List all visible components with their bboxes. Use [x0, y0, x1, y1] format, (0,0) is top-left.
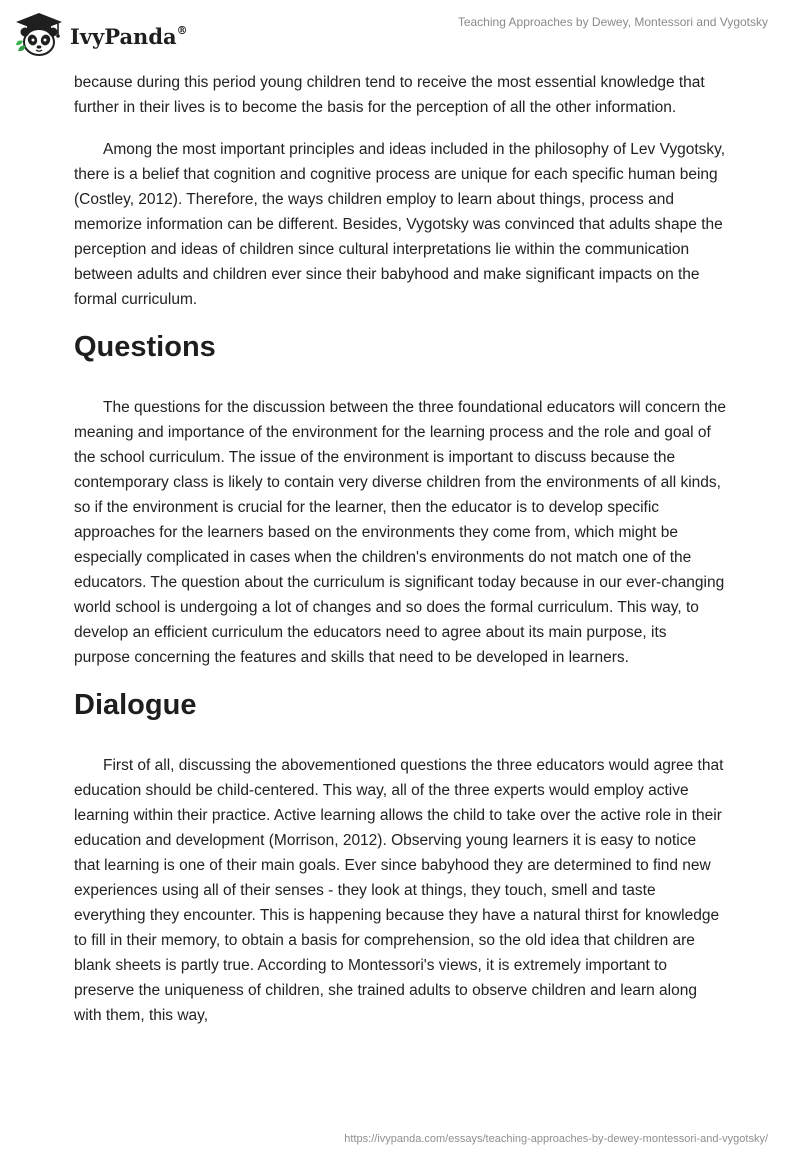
logo-wordmark: IvyPanda®: [70, 23, 188, 49]
paragraph-questions: The questions for the discussion between the three foundational educators will concern the meaning and importance of the environment for the learning process and the role and goal of the school curriculum. The issue of the environment is important to discuss because the contemporary class is likely to contain very diverse children from the environments of all kinds, so if the environment is crucial for the learner, then the educator is to develop specific approaches for the learners based on the environments they come from, which might be especially complicated in cases when the children's environments do not match one of the educators. The question about the curriculum is significant today because in our ever-changing world school is undergoing a lot of changes and so does the formal curriculum. This way, to develop an efficient curriculum the educators need to agree about its main purpose, its purpose concerning the features and skills that need to be developed in learners.: [74, 399, 726, 666]
ivypanda-logo[interactable]: [14, 8, 194, 60]
source-url-link[interactable]: https://ivypanda.com/essays/teaching-approaches-by-dewey-montessori-and-vygotsky/: [344, 1133, 768, 1145]
essay-content: [74, 70, 726, 1028]
panda-graduation-cap-icon: [14, 11, 64, 57]
paragraph-vygotsky: Among the most important principles and ideas included in the philosophy of Lev Vygotsky, there is a belief that cognition and cognitive process are unique for each specific human being (Costley, 2012). Therefore, the ways children employ to learn about things, process and memorize information can be different. Besides, Vygotsky was convinced that adults shape the perception and ideas of children since cultural interpretations lie within the communication between adults and children ever since their babyhood and make significant impacts on the formal curriculum.: [74, 141, 726, 308]
page-header: [0, 0, 800, 70]
document-title: Teaching Approaches by Dewey, Montessori and Vygotsky: [457, 15, 768, 29]
paragraph-dialogue: First of all, discussing the abovementioned questions the three educators would agree that education should be child-centered. This way, all of the three experts would employ active learning within their practice. Active learning allows the child to take over the active role in their education and development (Morrison, 2012). Observing young learners it is easy to notice that learning is one of their main goals. Ever since babyhood they are determined to find new experiences using all of their senses - they look at things, they touch, smell and taste everything they encounter. This is happening because they have a natural thirst for knowledge to fill in their memory, to obtain a basis for comprehension, so the old idea that children are blank sheets is partly true. According to Montessori's views, it is extremely important to preserve the uniqueness of children, she trained adults to observe children and learn along with them, this way,: [74, 757, 724, 1024]
section-heading-questions: Questions: [74, 331, 216, 363]
section-heading-dialogue: Dialogue: [74, 689, 197, 721]
paragraph-continuation: because during this period young children tend to receive the most essential knowledge that further in their lives is to become the basis for the perception of all the other information.: [74, 74, 705, 116]
